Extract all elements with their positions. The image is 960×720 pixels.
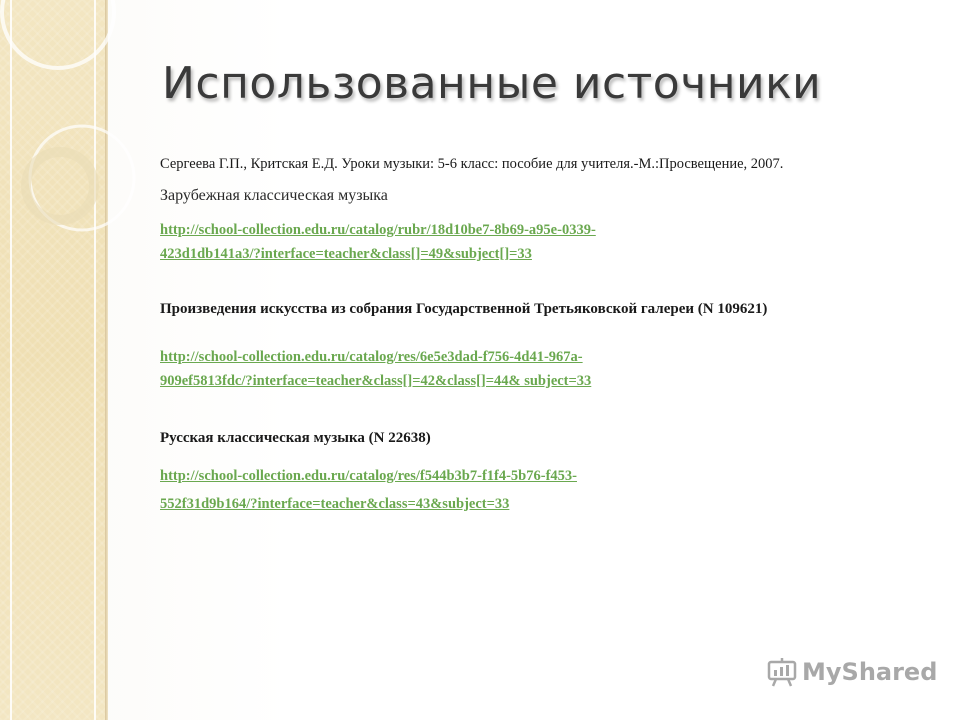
book-citation: Сергеева Г.П., Критская Е.Д. Уроки музыки: 5-6 класс: пособие для учителя.-М.:Просвещение, 2007. — [160, 156, 784, 172]
gallery-heading: Произведения искусства из собрания Государственной Третьяковской галереи (N 109621) — [160, 301, 768, 317]
link-line[interactable]: 552f31d9b164/?interface=teacher&class=43&subject=33 — [160, 496, 510, 512]
link-line[interactable]: 423d1db141a3/?interface=teacher&class[]=49&subject[]=33 — [160, 246, 532, 262]
link-line[interactable]: 909ef5813fdc/?interface=teacher&class[]=42&class[]=44& subject=33 — [160, 373, 592, 389]
russian-music-heading: Русская классическая музыка (N 22638) — [160, 430, 431, 446]
link-gallery[interactable] — [160, 345, 591, 393]
watermark-logo — [766, 657, 937, 687]
link-line[interactable]: http://school-collection.edu.ru/catalog/res/f544b3b7-f1f4-5b76-f453- — [160, 468, 577, 484]
watermark-text: MyShared — [802, 658, 938, 686]
link-line[interactable]: http://school-collection.edu.ru/catalog/rubr/18d10be7-8b69-a95e-0339- — [160, 222, 596, 238]
page-title: Использованные источники — [162, 58, 822, 109]
link-line[interactable]: http://school-collection.edu.ru/catalog/res/6e5e3dad-f756-4d41-967a- — [160, 349, 583, 365]
foreign-music-heading: Зарубежная классическая музыка — [160, 187, 388, 204]
presentation-board-icon — [766, 657, 798, 687]
link-foreign-music[interactable] — [160, 218, 596, 266]
link-russian-music[interactable] — [160, 462, 577, 518]
